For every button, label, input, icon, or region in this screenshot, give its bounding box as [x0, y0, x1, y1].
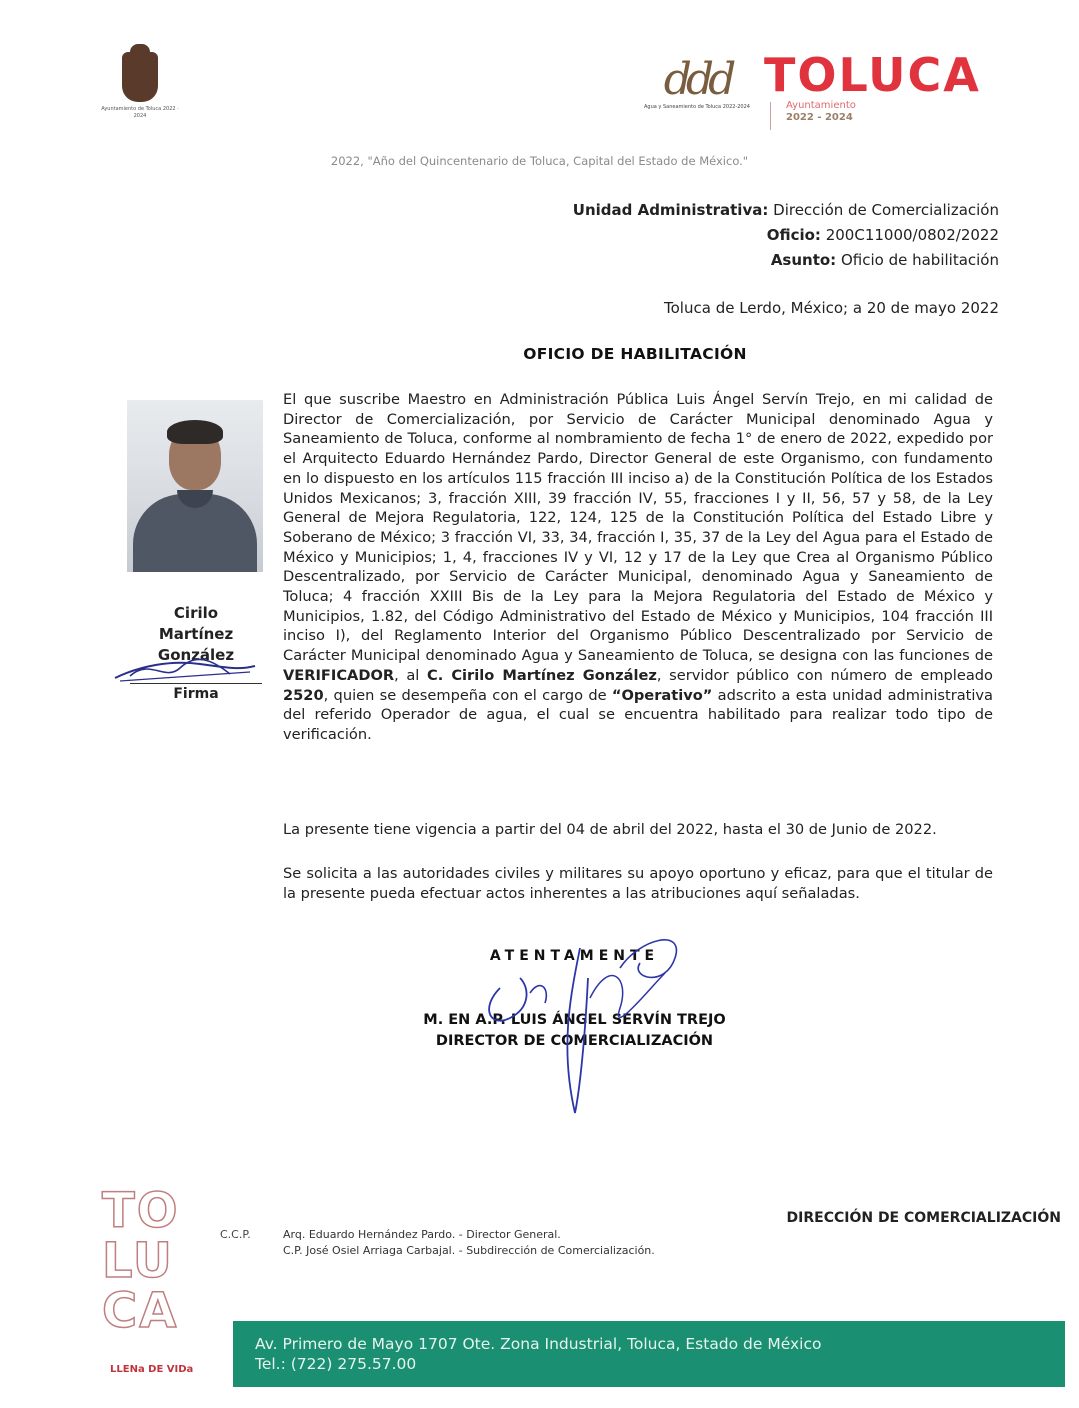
paragraph-text: adscrito a esta unidad administrativa del referido Operador de agua, el cual se encuentra habilitado para realizar todo tipo de verificación. [283, 686, 993, 743]
asunto-line [771, 250, 999, 270]
toluca-footer-logo [102, 1183, 222, 1376]
firma-label: Firma [173, 686, 219, 702]
unidad-line [573, 200, 999, 220]
llena-de-vida-slogan: LLENa DE VIDa [110, 1364, 194, 1375]
request-paragraph: Se solicita a las autoridades civiles y militares su apoyo oportuno y eficaz, para que el titular de la presente pueda efectuar actos inherentes a las atribuciones aquí señaladas. [283, 865, 993, 902]
employee-position: “Operativo” [611, 686, 713, 704]
signature-line [130, 683, 262, 684]
toluca-logo [764, 50, 994, 130]
signer-name: M. EN A.P. LUIS ÁNGEL SERVÍN TREJO [423, 1012, 726, 1028]
director-signature [470, 918, 700, 1123]
employee-middle-name: Martínez [158, 625, 234, 643]
unidad-value: Dirección de Comercialización [773, 201, 999, 219]
year-motto: 2022, "Año del Quincentenario de Toluca, Capital del Estado de México." [330, 154, 749, 168]
employee-full-name: C. Cirilo Martínez González [427, 666, 657, 684]
divider [770, 102, 771, 130]
footer-department: DIRECCIÓN DE COMERCIALIZACIÓN [786, 1210, 1061, 1226]
date-line: Toluca de Lerdo, México; a 20 de mayo 2022 [664, 299, 999, 317]
paragraph-text: El que suscribe Maestro en Administración Pública Luis Ángel Servín Trejo, en mi calidad de Director de Comercialización, por Servicio de Carácter Municipal denominado Agua y Saneamiento de Toluca, conforme al nombramiento de fecha 1° de enero de 2022, expedido por el Arquitecto Eduardo Hernández Pardo, Director General de este Organismo, con fundamento en lo dispuesto en los artículos 115 fracción III inciso a) de la Constitución Política de los Estados Unidos Mexicanos; 3, fracción XIII, 39 fracción IV, 55, fracciones I y II, 56, 57 y 58, de la Ley General de Mejora Regulatoria, 122, 124, 125 de la Constitución Política del Estado Libre y Soberano de México; 3 fracción VI, 33, 34, fracción I, 35, 37 de la Ley del Agua para el Estado de México y Municipios; 1, 4, fracciones IV y VI, 12 y 17 de la Ley que Crea al Organismo Público Descentralizado, por Servicio de Carácter Municipal, denominado Agua y Saneamiento de Toluca; 4 fracción XXIII Bis de la Ley para la Mejora Regulatoria del Estado de México y Municipios, 1.82, del Código Administrativo del Estado de México y Municipios, 104 fracción III inciso I), del Reglamento Interior del Organismo Público Descentralizado por Servicio de Carácter Municipal denominado Agua y Saneamiento de Toluca, se designa con las funciones de [283, 391, 993, 665]
address-bar [233, 1321, 1065, 1387]
water-drops-icon: ddd [663, 54, 731, 105]
phone-text: Tel.: (722) 275.57.00 [255, 1355, 417, 1373]
toluca-period: 2022 - 2024 [786, 112, 853, 123]
toluca-letters-row: TO [102, 1183, 180, 1239]
agua-caption: Agua y Saneamiento de Toluca 2022-2024 [644, 104, 750, 110]
oficio-line [767, 225, 999, 245]
asunto-value: Oficio de habilitación [840, 251, 999, 269]
employee-photo [127, 400, 263, 572]
ccp-label: C.C.P. [220, 1228, 251, 1241]
asunto-label: Asunto: [770, 251, 837, 269]
employee-last-name: González [157, 646, 235, 664]
toluca-wordmark: TOLUCA [764, 48, 981, 102]
employee-first-name: Cirilo [173, 604, 219, 622]
agua-saneamiento-logo [638, 56, 756, 132]
paragraph-text: , al [394, 666, 427, 684]
document-title: OFICIO DE HABILITACIÓN [523, 345, 747, 363]
role-verificador: VERIFICADOR [283, 666, 395, 684]
ccp-recipient: C.P. José Osiel Arriaga Carbajal. - Subdirección de Comercialización. [283, 1244, 655, 1257]
coat-of-arms-icon [122, 52, 158, 102]
edomex-caption: Ayuntamiento de Toluca 2022 · 2024 [101, 106, 179, 119]
address-text: Av. Primero de Mayo 1707 Ote. Zona Industrial, Toluca, Estado de México [255, 1335, 822, 1353]
unidad-label: Unidad Administrativa: [572, 201, 769, 219]
employee-signature [110, 648, 260, 688]
validity-paragraph: La presente tiene vigencia a partir del 04 de abril del 2022, hasta el 30 de Junio de 2022. [283, 821, 937, 838]
employee-number: 2520 [283, 686, 324, 704]
toluca-letters-row: CA [102, 1283, 179, 1339]
edomex-logo [100, 52, 180, 132]
signer-title: DIRECTOR DE COMERCIALIZACIÓN [435, 1033, 714, 1049]
ccp-recipient: Arq. Eduardo Hernández Pardo. - Director General. [283, 1228, 561, 1241]
oficio-label: Oficio: [766, 226, 821, 244]
closing-atentamente: ATENTAMENTE [489, 948, 660, 964]
toluca-letters-row: LU [102, 1233, 174, 1289]
toluca-subtitle: Ayuntamiento [786, 100, 856, 111]
main-paragraph [283, 390, 993, 745]
oficio-value: 200C11000/0802/2022 [825, 226, 999, 244]
paragraph-text: , quien se desempeña con el cargo de [323, 686, 612, 704]
paragraph-text: , servidor público con número de empleado [656, 666, 993, 684]
